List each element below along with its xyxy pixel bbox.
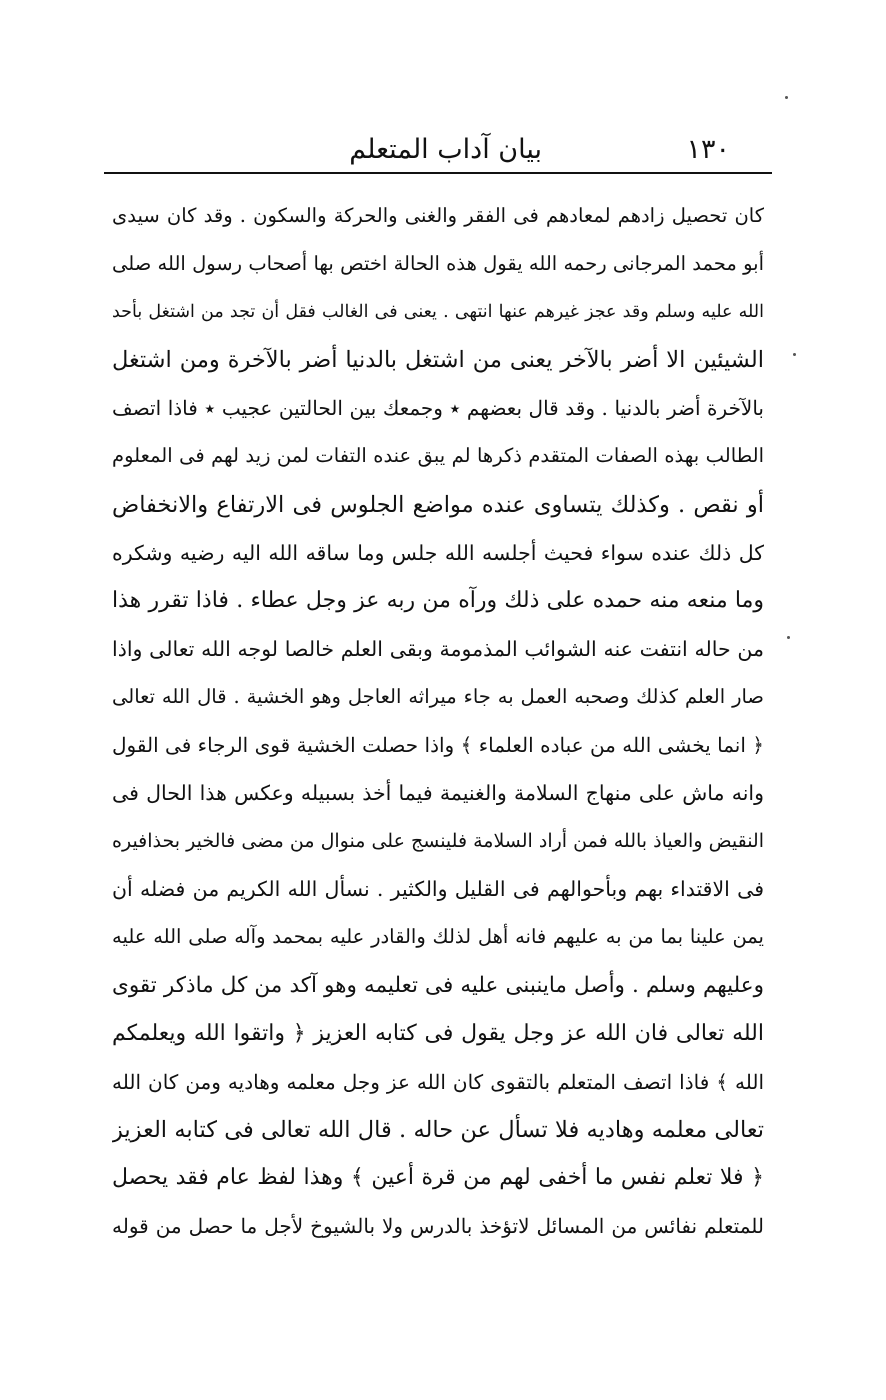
text-line: من حاله انتفت عنه الشوائب المذمومة وبقى العلم خالصا لوجه الله تعالى واذا (112, 636, 764, 661)
text-line: يمن علينا بما من به عليهم فانه أهل لذلك والقادر عليه بمحمد وآله صلى الله عليه (112, 925, 764, 949)
text-line: كان تحصيل زادهم لمعادهم فى الفقر والغنى والحركة والسكون . وقد كان سيدى (112, 204, 764, 227)
scan-speck (793, 353, 796, 356)
text-line: الله تعالى فان الله عز وجل يقول فى كتابه العزيز ﴿ واتقوا الله ويعلمكم (112, 1020, 764, 1046)
text-line: وما منعه منه حمده على ذلك ورآه من ربه عز وجل عطاء . فاذا تقرر هذا (112, 587, 764, 613)
text-line: الله ﴾ فاذا اتصف المتعلم بالتقوى كان الله عز وجل معلمه وهاديه ومن كان الله (112, 1069, 764, 1094)
text-line: فى الاقتداء بهم وبأحوالهم فى القليل والكثير . نسأل الله الكريم من فضله أن (112, 877, 764, 902)
page-header (100, 128, 772, 176)
text-line: بالآخرة أضر بالدنيا . وقد قال بعضهم ٭ وجمعك بين الحالتين عجيب ٭ فاذا اتصف (112, 396, 764, 421)
text-line: أو نقص . وكذلك يتساوى عنده مواضع الجلوس فى الارتفاع والانخفاض (112, 491, 764, 518)
text-line: تعالى معلمه وهاديه فلا تسأل عن حاله . قال الله تعالى فى كتابه العزيز (112, 1116, 764, 1143)
text-line: وانه ماش على منهاج السلامة والغنيمة فيما أخذ بسبيله وعكس هذا الحال فى (112, 781, 764, 806)
text-line: ﴿ انما يخشى الله من عباده العلماء ﴾ واذا حصلت الخشية قوى الرجاء فى القول (112, 733, 764, 758)
text-line: كل ذلك عنده سواء فحيث أجلسه الله جلس وما ساقه الله اليه رضيه وشكره (112, 540, 764, 565)
text-line: النقيض والعياذ بالله فمن أراد السلامة فلينسج على منوال من مضى فالخير بحذافيره (112, 830, 764, 853)
text-line: للمتعلم نفائس من المسائل لاتؤخذ بالدرس ولا بالشيوخ لأجل ما حصل من قوله (112, 1213, 764, 1238)
page-number: ١٣٠ (686, 134, 730, 165)
text-line: ﴿ فلا تعلم نفس ما أخفى لهم من قرة أعين ﴾ وهذا لفظ عام فقد يحصل (112, 1164, 764, 1190)
scan-speck (785, 96, 788, 99)
scan-speck (787, 636, 790, 639)
text-line: صار العلم كذلك وصحبه العمل به جاء ميراثه العاجل وهو الخشية . قال الله تعالى (112, 684, 764, 708)
text-line: الطالب بهذه الصفات المتقدم ذكرها لم يبق عنده التفات لمن زيد لهم فى المعلوم (112, 444, 764, 468)
running-title: بيان آداب المتعلم (349, 134, 542, 165)
text-line: أبو محمد المرجانى رحمه الله يقول هذه الحالة اختص بها أصحاب رسول الله صلى (112, 252, 764, 276)
text-line: وعليهم وسلم . وأصل ماينبنى عليه فى تعليمه وهو آكد من كل ماذكر تقوى (112, 972, 764, 998)
body-text (112, 192, 764, 1250)
text-line: الله عليه وسلم وقد عجز غيرهم عنها انتهى . يعنى فى الغالب فقل أن تجد من اشتغل بأحد (112, 302, 764, 323)
header-rule (104, 172, 772, 174)
text-line: الشيئين الا أضر بالآخر يعنى من اشتغل بالدنيا أضر بالآخرة ومن اشتغل (112, 347, 764, 374)
